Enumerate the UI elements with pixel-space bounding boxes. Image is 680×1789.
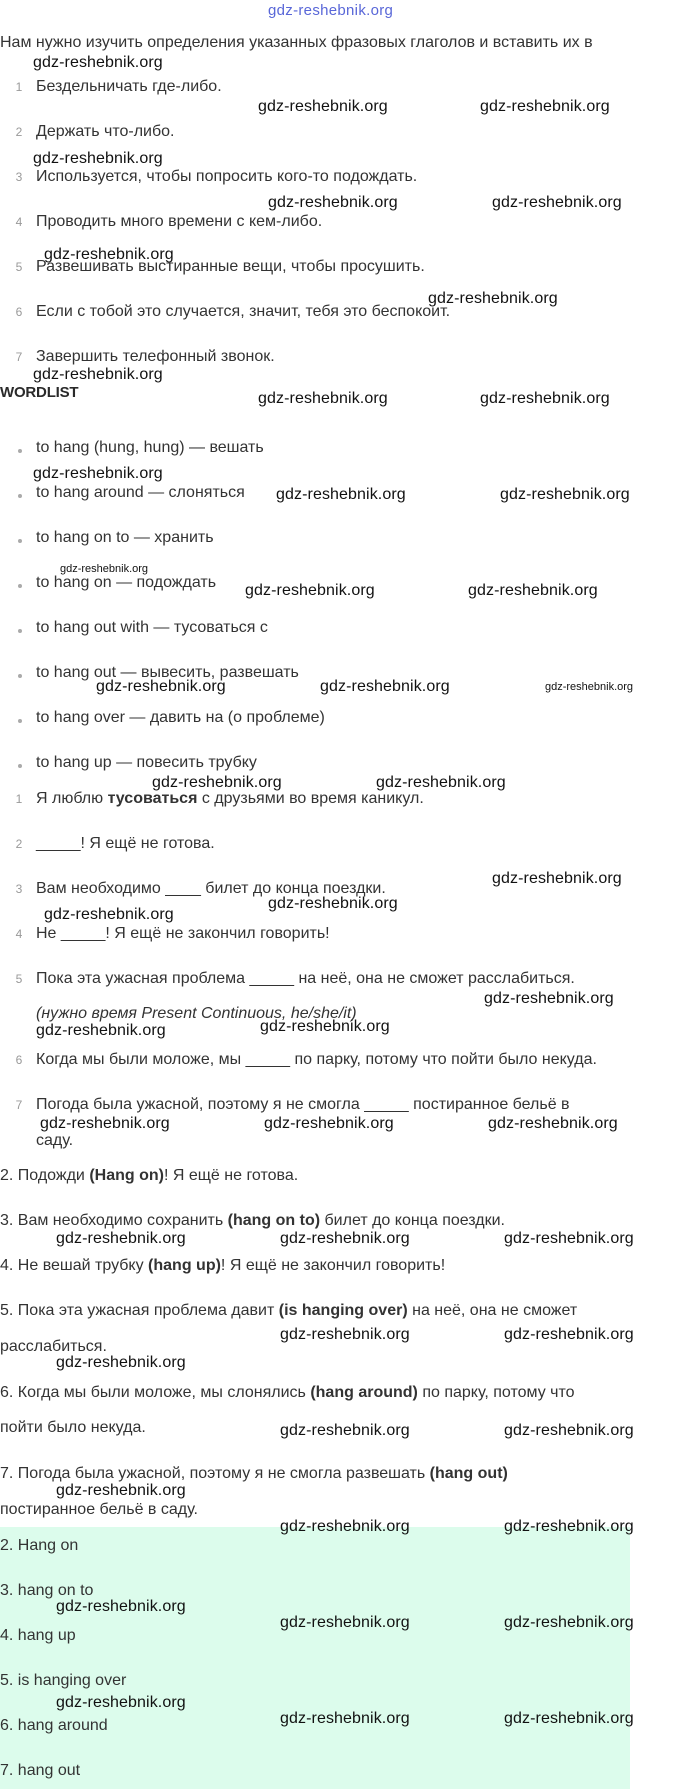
list-item: Развешивать выстиранные вещи, чтобы просушить. (36, 258, 425, 275)
watermark: gdz-reshebnik.org (504, 1710, 634, 1727)
list-item: Завершить телефонный звонок. (36, 348, 275, 365)
watermark: gdz-reshebnik.org (280, 1614, 410, 1631)
exercise-note: (нужно время Present Continuous, he/she/it) (36, 1005, 357, 1022)
watermark: gdz-reshebnik.org (258, 390, 388, 407)
watermark: gdz-reshebnik.org (280, 1518, 410, 1535)
answer-item-cont: пойти было некуда. (0, 1419, 146, 1436)
answer-item: 5. Пока эта ужасная проблема давит (is hanging over) на неё, она не сможет (0, 1302, 578, 1319)
short-answer: 2. Hang on (0, 1537, 79, 1554)
watermark: gdz-reshebnik.org (268, 194, 398, 211)
list-number: 2 (15, 837, 23, 851)
watermark: gdz-reshebnik.org (280, 1710, 410, 1727)
bullet-icon (18, 539, 22, 543)
answer-item: 6. Когда мы были моложе, мы слонялись (hang around) по парку, потому что (0, 1384, 575, 1401)
wordlist-item: to hang on — подождать (36, 574, 217, 591)
list-number: 3 (15, 882, 23, 896)
watermark: gdz-reshebnik.org (428, 290, 558, 307)
watermark: gdz-reshebnik.org (96, 678, 226, 695)
short-answer: 6. hang around (0, 1717, 108, 1734)
watermark: gdz-reshebnik.org (60, 563, 149, 575)
bullet-icon (18, 449, 22, 453)
watermark: gdz-reshebnik.org (545, 681, 634, 693)
short-answers-box (0, 1527, 630, 1789)
watermark: gdz-reshebnik.org (504, 1230, 634, 1247)
watermark: gdz-reshebnik.org (56, 1598, 186, 1615)
list-number: 5 (15, 260, 23, 274)
watermark: gdz-reshebnik.org (480, 98, 610, 115)
watermark: gdz-reshebnik.org (33, 150, 163, 167)
watermark: gdz-reshebnik.org (40, 1115, 170, 1132)
answer-item: 3. Вам необходимо сохранить (hang on to) билет до конца поездки. (0, 1212, 505, 1229)
answer-item: 2. Подожди (Hang on)! Я ещё не готова. (0, 1167, 299, 1184)
bullet-icon (18, 719, 22, 723)
watermark: gdz-reshebnik.org (56, 1482, 186, 1499)
watermark: gdz-reshebnik.org (376, 774, 506, 791)
bullet-icon (18, 494, 22, 498)
watermark: gdz-reshebnik.org (320, 678, 450, 695)
exercise-item: Вам необходимо ____ билет до конца поездки. (36, 880, 386, 897)
watermark: gdz-reshebnik.org (480, 390, 610, 407)
watermark: gdz-reshebnik.org (504, 1518, 634, 1535)
list-number: 2 (15, 125, 23, 139)
list-number: 1 (15, 80, 23, 94)
intro-text: Нам нужно изучить определения указанных фразовых глаголов и вставить их в (0, 34, 593, 51)
watermark: gdz-reshebnik.org (280, 1230, 410, 1247)
watermark: gdz-reshebnik.org (152, 774, 282, 791)
exercise-item: Я люблю тусоваться с друзьями во время каникул. (36, 790, 424, 807)
watermark: gdz-reshebnik.org (276, 486, 406, 503)
short-answer: 5. is hanging over (0, 1672, 127, 1689)
watermark: gdz-reshebnik.org (56, 1354, 186, 1371)
short-answer: 7. hang out (0, 1762, 81, 1779)
watermark: gdz-reshebnik.org (258, 98, 388, 115)
exercise-item: Пока эта ужасная проблема _____ на неё, она не сможет расслабиться. (36, 970, 575, 987)
watermark: gdz-reshebnik.org (33, 366, 163, 383)
list-item: Используется, чтобы попросить кого-то подождать. (36, 168, 418, 185)
list-item: Проводить много времени с кем-либо. (36, 213, 323, 230)
list-number: 4 (15, 927, 23, 941)
short-answer: 4. hang up (0, 1627, 76, 1644)
list-number: 4 (15, 215, 23, 229)
watermark: gdz-reshebnik.org (280, 1326, 410, 1343)
list-number: 7 (15, 350, 23, 364)
watermark: gdz-reshebnik.org (468, 582, 598, 599)
watermark: gdz-reshebnik.org (44, 246, 174, 263)
wordlist-item: to hang around — слоняться (36, 484, 245, 501)
wordlist-item: to hang out — вывесить, развешать (36, 664, 299, 681)
answer-item-cont: постиранное бельё в саду. (0, 1501, 198, 1518)
watermark: gdz-reshebnik.org (492, 194, 622, 211)
watermark: gdz-reshebnik.org (492, 870, 622, 887)
exercise-item: _____! Я ещё не готова. (36, 835, 215, 852)
watermark: gdz-reshebnik.org (44, 906, 174, 923)
watermark: gdz-reshebnik.org (504, 1614, 634, 1631)
list-item: Бездельничать где-либо. (36, 78, 222, 95)
watermark: gdz-reshebnik.org (56, 1230, 186, 1247)
wordlist-item: to hang on to — хранить (36, 529, 214, 546)
list-number: 3 (15, 170, 23, 184)
watermark: gdz-reshebnik.org (280, 1422, 410, 1439)
site-logo[interactable]: gdz-reshebnik.org (268, 2, 394, 19)
bullet-icon (18, 584, 22, 588)
watermark: gdz-reshebnik.org (56, 1694, 186, 1711)
answer-item: 7. Погода была ужасной, поэтому я не смогла развешать (hang out) (0, 1465, 508, 1482)
watermark: gdz-reshebnik.org (245, 582, 375, 599)
list-number: 5 (15, 972, 23, 986)
list-item: Если с тобой это случается, значит, тебя это беспокоит. (36, 303, 451, 320)
exercise-item: Не _____! Я ещё не закончил говорить! (36, 925, 330, 942)
exercise-item: Когда мы были моложе, мы _____ по парку, потому что пойти было некуда. (36, 1051, 597, 1068)
watermark: gdz-reshebnik.org (504, 1326, 634, 1343)
wordlist-item: to hang over — давить на (о проблеме) (36, 709, 325, 726)
answer-item-cont: расслабиться. (0, 1338, 107, 1355)
exercise-item-cont: саду. (36, 1132, 74, 1149)
wordlist-item: to hang (hung, hung) — вешать (36, 439, 264, 456)
wordlist-item: to hang up — повесить трубку (36, 754, 257, 771)
watermark: gdz-reshebnik.org (33, 465, 163, 482)
watermark: gdz-reshebnik.org (500, 486, 630, 503)
wordlist-heading: WORDLIST (0, 384, 79, 401)
list-number: 6 (15, 1053, 23, 1067)
list-number: 1 (15, 792, 23, 806)
short-answer: 3. hang on to (0, 1582, 94, 1599)
watermark: gdz-reshebnik.org (33, 54, 163, 71)
watermark: gdz-reshebnik.org (36, 1022, 166, 1039)
bullet-icon (18, 674, 22, 678)
watermark: gdz-reshebnik.org (484, 990, 614, 1007)
watermark: gdz-reshebnik.org (264, 1115, 394, 1132)
list-number: 6 (15, 305, 23, 319)
watermark: gdz-reshebnik.org (504, 1422, 634, 1439)
watermark: gdz-reshebnik.org (488, 1115, 618, 1132)
list-item: Держать что-либо. (36, 123, 175, 140)
watermark: gdz-reshebnik.org (260, 1018, 390, 1035)
bullet-icon (18, 764, 22, 768)
bullet-icon (18, 629, 22, 633)
list-number: 7 (15, 1098, 23, 1112)
answer-item: 4. Не вешай трубку (hang up)! Я ещё не закончил говорить! (0, 1257, 446, 1274)
exercise-item: Погода была ужасной, поэтому я не смогла _____ постиранное бельё в (36, 1096, 570, 1113)
watermark: gdz-reshebnik.org (268, 895, 398, 912)
wordlist-item: to hang out with — тусоваться с (36, 619, 268, 636)
